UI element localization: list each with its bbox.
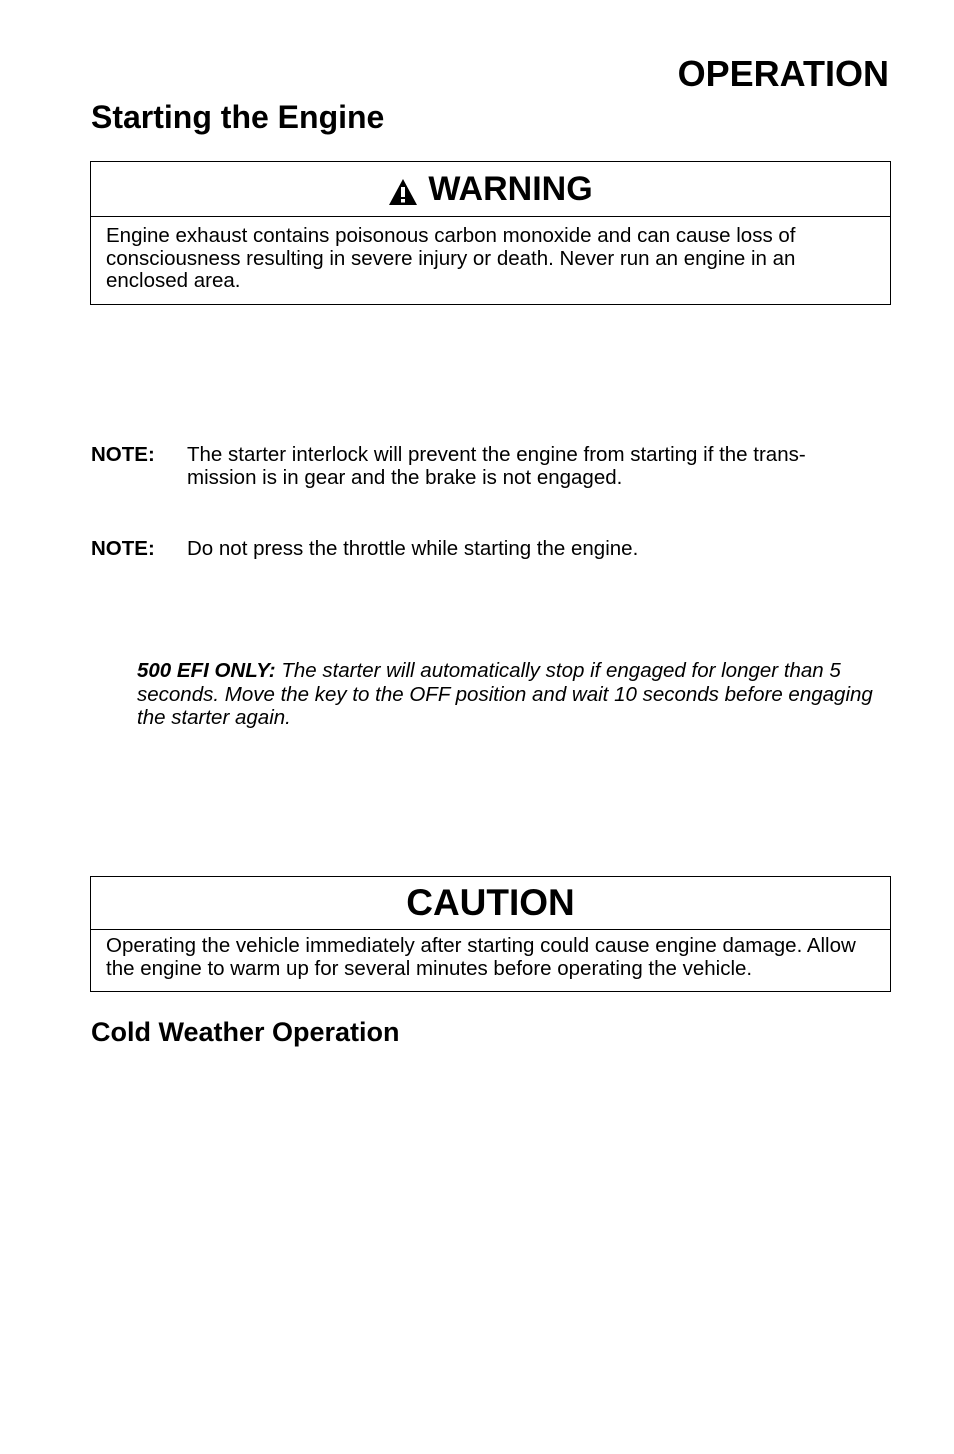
caution-header [91,877,890,930]
warning-box [90,161,891,305]
warning-title: WARNING [428,169,593,208]
warning-text: Engine exhaust contains poisonous carbon monoxide and can cause loss of consciousness resulting in severe injury or death. Never run an engine in an enclosed area. [106,224,796,292]
efi-label: 500 EFI ONLY: [137,659,276,682]
note-interlock [91,443,891,489]
note-text: The starter interlock will prevent the engine from starting if the trans-mission is in gear and the brake is not engaged. [187,443,806,489]
caution-box [90,876,891,992]
subheading: Cold Weather Operation [91,1017,400,1047]
warning-triangle-icon [388,176,418,204]
efi-note [137,659,897,730]
note-label: NOTE: [91,537,155,560]
page-heading: Starting the Engine [91,99,385,135]
efi-text: The starter will automatically stop if engaged for longer than 5 seconds. Move the key to the OFF position and wait 10 seconds before engaging the starter again. [137,659,873,729]
note-label: NOTE: [91,443,155,466]
note-throttle [91,537,891,560]
note-text: Do not press the throttle while starting the engine. [187,537,639,560]
caution-title: CAUTION [406,882,575,923]
caution-text: Operating the vehicle immediately after starting could cause engine damage. Allow the engine to warm up for several minutes before operating the vehicle. [106,934,856,980]
section-title: OPERATION [677,53,889,94]
warning-header [91,162,890,217]
